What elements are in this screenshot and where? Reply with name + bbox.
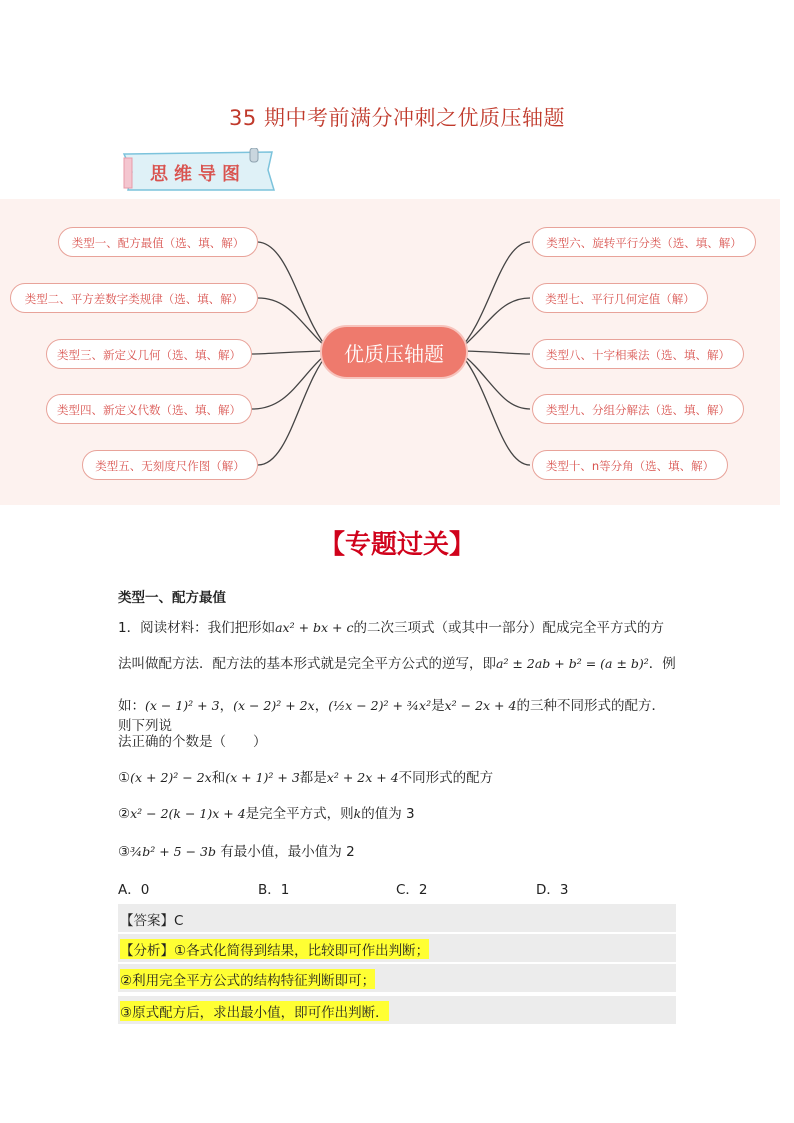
formula: (x − 2)² + 2x (233, 698, 315, 713)
question-line-3 (118, 696, 678, 736)
formula: (x + 1)² + 3 (225, 770, 300, 785)
section-title: 【专题过关】 (318, 530, 475, 560)
mind-map-node-right-3: 类型八、十字相乘法（选、填、解） (532, 339, 744, 369)
text: ， (219, 698, 234, 714)
page-title: 35 期中考前满分冲刺之优质压轴题 (229, 106, 565, 130)
text: 都是 (299, 770, 327, 786)
statement-1 (118, 768, 678, 788)
answer-row (118, 904, 676, 932)
text: 的值为 3 (361, 806, 415, 822)
formula: (x − 1)² + 3 (145, 698, 220, 713)
mind-map-node-right-1: 类型六、旋转平行分类（选、填、解） (532, 227, 756, 257)
text: 有最小值，最小值为 2 (216, 844, 355, 860)
mind-map-node-right-4: 类型九、分组分解法（选、填、解） (532, 394, 744, 424)
mind-map-node-left-2: 类型二、平方差数字类规律（选、填、解） (10, 283, 258, 313)
question-line-2 (118, 654, 678, 674)
text: 不同形式的配方 (398, 770, 494, 786)
text: 法叫做配方法．配方法的基本形式就是完全平方公式的逆写，即 (118, 656, 496, 672)
option-c: C．2 (396, 882, 428, 898)
formula: ax² + bx + c (275, 620, 354, 635)
option-d: D．3 (536, 882, 569, 898)
formula: (½x − 2)² + ¾x² (328, 698, 432, 713)
text: ， (314, 698, 329, 714)
analysis-row-1 (118, 934, 676, 962)
text: 如： (118, 698, 145, 714)
text: 1．阅读材料：我们把形如 (118, 620, 276, 636)
question-line-4: 法正确的个数是（ ） (118, 734, 267, 750)
text: 是完全平方式，则 (245, 806, 354, 822)
text: 是 (431, 698, 445, 714)
text: ② (118, 806, 131, 822)
formula: x² − 2x + 4 (444, 698, 517, 713)
mind-map-node-left-1: 类型一、配方最值（选、填、解） (58, 227, 258, 257)
badge-label: 思维导图 (150, 164, 246, 185)
mind-map (0, 199, 780, 505)
mind-map-node-left-3: 类型三、新定义几何（选、填、解） (46, 339, 252, 369)
statement-3 (118, 842, 678, 862)
formula: x² − 2(k − 1)x + 4 (130, 806, 246, 821)
text: ③ (118, 844, 131, 860)
formula: x² + 2x + 4 (326, 770, 399, 785)
option-b: B．1 (258, 882, 290, 898)
type-heading: 类型一、配方最值 (118, 590, 226, 606)
formula: ¾b² + 5 − 3b (130, 844, 216, 859)
formula: a² ± 2ab + b² = (a ± b)² (496, 656, 649, 671)
question-line-1 (118, 618, 678, 638)
analysis-text-2: ②利用完全平方公式的结构特征判断即可； (120, 969, 375, 989)
analysis-text-3: ③原式配方后，求出最小值，即可作出判断． (120, 1001, 389, 1021)
text: ① (118, 770, 131, 786)
text: 的三种不同形式的配方．则下列说 (118, 698, 665, 734)
mind-map-center-node: 优质压轴题 (320, 325, 468, 379)
analysis-row-3 (118, 996, 676, 1024)
formula: (x + 2)² − 2x (130, 770, 212, 785)
formula: k (353, 806, 362, 821)
mind-map-node-left-5: 类型五、无刻度尺作图（解） (82, 450, 258, 480)
analysis-text-1: 【分析】①各式化简得到结果，比较即可作出判断； (120, 939, 429, 959)
text: 和 (211, 770, 226, 786)
mind-map-node-right-2: 类型七、平行几何定值（解） (532, 283, 708, 313)
analysis-row-2 (118, 964, 676, 992)
text: ．例 (648, 656, 676, 672)
statement-2 (118, 804, 678, 824)
option-a: A．0 (118, 882, 150, 898)
text: 的二次三项式（或其中一部分）配成完全平方式的方 (353, 620, 664, 636)
mind-map-node-left-4: 类型四、新定义代数（选、填、解） (46, 394, 252, 424)
mind-map-node-right-5: 类型十、n等分角（选、填、解） (532, 450, 728, 480)
answer-text: 【答案】C (120, 913, 184, 929)
